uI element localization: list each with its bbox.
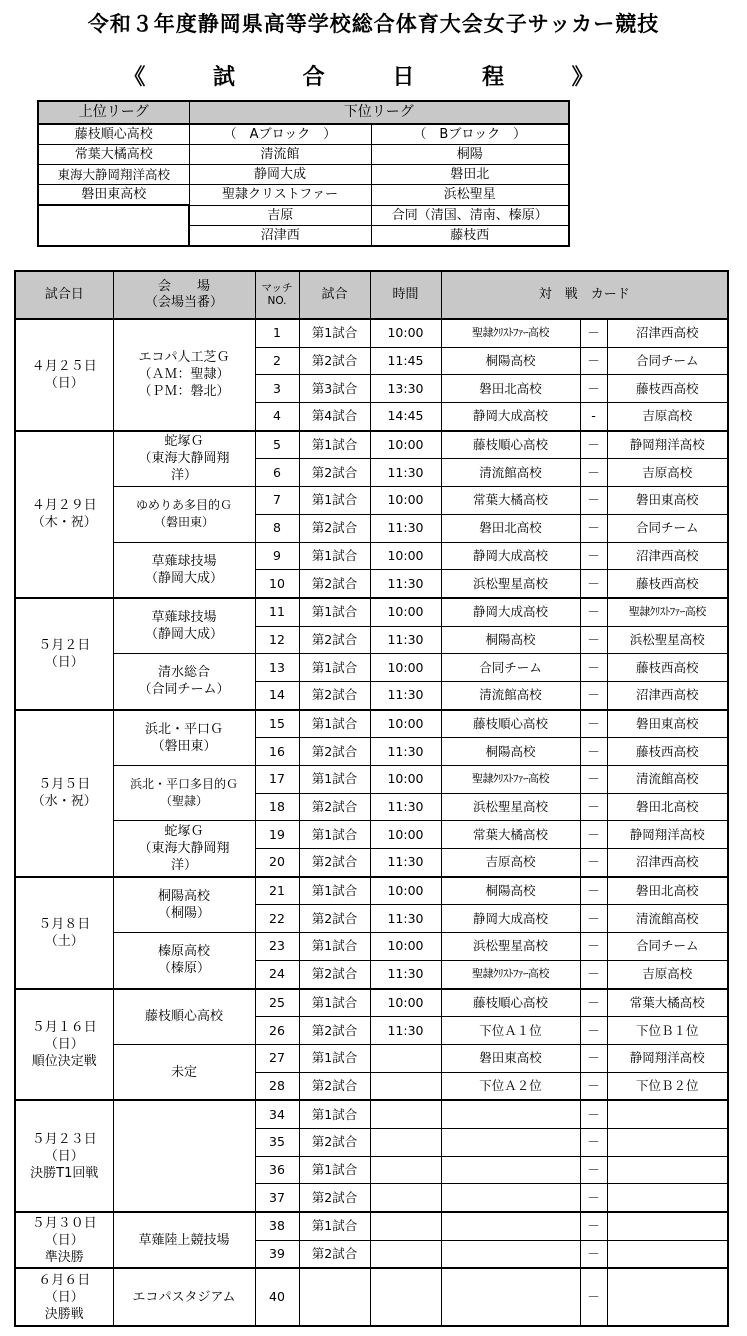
- upper-team: 常葉大橘高校: [38, 145, 189, 165]
- block-a-team: 静岡大成: [189, 165, 371, 185]
- time-cell: 10:00: [370, 710, 441, 738]
- team-b: 清流館高校: [607, 766, 728, 794]
- versus-dash: -: [580, 403, 607, 431]
- team-b: 浜松聖星高校: [607, 626, 728, 654]
- match-no: 38: [255, 1212, 299, 1240]
- team-b: 合同チーム: [607, 347, 728, 375]
- game-cell: 第2試合: [299, 1184, 370, 1212]
- versus-dash: －: [580, 710, 607, 738]
- time-cell: 11:45: [370, 347, 441, 375]
- match-no: 6: [255, 459, 299, 487]
- match-no: 35: [255, 1128, 299, 1156]
- team-b: 合同チーム: [607, 933, 728, 961]
- match-no: 4: [255, 403, 299, 431]
- team-b: 聖隷ｸﾘｽﾄﾌｧｰ高校: [607, 598, 728, 626]
- match-no: 19: [255, 821, 299, 849]
- team-b: 沼津西高校: [607, 681, 728, 709]
- time-cell: [370, 1240, 441, 1268]
- game-cell: 第1試合: [299, 654, 370, 682]
- venue: エコパ人工芝Ｇ （ＡＭ：聖隷） （ＰＭ：磐北）: [113, 319, 255, 431]
- team-b: [607, 1128, 728, 1156]
- game-cell: 第1試合: [299, 487, 370, 515]
- versus-dash: －: [580, 1072, 607, 1100]
- match-date: ５月８日 （土）: [15, 877, 113, 989]
- versus-dash: －: [580, 849, 607, 877]
- game-cell: 第2試合: [299, 459, 370, 487]
- venue: 蛇塚Ｇ （東海大静岡翔 洋）: [113, 431, 255, 487]
- game-cell: 第2試合: [299, 514, 370, 542]
- versus-dash: －: [580, 514, 607, 542]
- game-cell: 第1試合: [299, 933, 370, 961]
- game-cell: 第1試合: [299, 821, 370, 849]
- team-b: [607, 1268, 728, 1326]
- team-a: 静岡大成高校: [441, 905, 580, 933]
- upper-league-header: 上位リーグ: [38, 101, 189, 124]
- team-a: 常葉大橘高校: [441, 487, 580, 515]
- match-no: 9: [255, 542, 299, 570]
- match-date: ５月１６日 （日） 順位決定戦: [15, 989, 113, 1101]
- team-a: 浜松聖星高校: [441, 933, 580, 961]
- versus-dash: －: [580, 681, 607, 709]
- match-no: 25: [255, 989, 299, 1017]
- league-table: [37, 100, 570, 247]
- match-no: 1: [255, 319, 299, 347]
- team-b: [607, 1100, 728, 1128]
- time-cell: [370, 1156, 441, 1184]
- team-a: [441, 1128, 580, 1156]
- time-cell: 11:30: [370, 681, 441, 709]
- versus-dash: －: [580, 1240, 607, 1268]
- game-cell: 第2試合: [299, 1240, 370, 1268]
- time-cell: 11:30: [370, 960, 441, 988]
- game-cell: 第1試合: [299, 598, 370, 626]
- match-no: 11: [255, 598, 299, 626]
- versus-dash: －: [580, 1100, 607, 1128]
- versus-dash: －: [580, 1156, 607, 1184]
- versus-dash: －: [580, 487, 607, 515]
- time-cell: 11:30: [370, 849, 441, 877]
- game-cell: 第1試合: [299, 542, 370, 570]
- versus-dash: －: [580, 598, 607, 626]
- time-cell: 10:00: [370, 821, 441, 849]
- block-a-team: 清流館: [189, 145, 371, 165]
- venue: 浜北・平口多目的Ｇ （聖隷）: [113, 766, 255, 821]
- page-subtitle: 《 試 合 日 程 》: [123, 65, 624, 90]
- venue: 桐陽高校 （桐陽）: [113, 877, 255, 933]
- match-date: ５月３０日 （日） 準決勝: [15, 1212, 113, 1268]
- versus-dash: －: [580, 1184, 607, 1212]
- versus-dash: －: [580, 1044, 607, 1072]
- venue: 草薙球技場 （静岡大成）: [113, 542, 255, 598]
- time-cell: [370, 1268, 441, 1326]
- match-no: 37: [255, 1184, 299, 1212]
- team-a: 静岡大成高校: [441, 598, 580, 626]
- upper-team: 磐田東高校: [38, 185, 189, 206]
- match-no: 39: [255, 1240, 299, 1268]
- team-b: 沼津西高校: [607, 542, 728, 570]
- time-cell: 10:00: [370, 542, 441, 570]
- team-b: 磐田東高校: [607, 487, 728, 515]
- venue-header: 会 場 （会場当番）: [113, 271, 255, 319]
- match-no: 12: [255, 626, 299, 654]
- match-no: 22: [255, 905, 299, 933]
- versus-dash: －: [580, 459, 607, 487]
- team-a: 磐田東高校: [441, 1044, 580, 1072]
- upper-team: 東海大静岡翔洋高校: [38, 165, 189, 185]
- team-a: 藤枝順心高校: [441, 431, 580, 459]
- match-date: ５月２３日 （日） 決勝T1回戦: [15, 1100, 113, 1212]
- team-a: 桐陽高校: [441, 738, 580, 766]
- venue: 蛇塚Ｇ （東海大静岡翔 洋）: [113, 821, 255, 877]
- versus-dash: －: [580, 347, 607, 375]
- team-b: 吉原高校: [607, 459, 728, 487]
- versus-dash: －: [580, 1128, 607, 1156]
- team-b: 沼津西高校: [607, 319, 728, 347]
- team-a: 藤枝順心高校: [441, 710, 580, 738]
- versus-dash: －: [580, 960, 607, 988]
- match-no: 36: [255, 1156, 299, 1184]
- team-b: [607, 1156, 728, 1184]
- match-date: ６月６日 （日） 決勝戦: [15, 1268, 113, 1326]
- page-title: 令和３年度静岡県高等学校総合体育大会女子サッカー競技: [87, 12, 660, 36]
- team-b: 磐田北高校: [607, 877, 728, 905]
- match-no: 23: [255, 933, 299, 961]
- game-cell: 第1試合: [299, 989, 370, 1017]
- versus-dash: －: [580, 319, 607, 347]
- versus-dash: －: [580, 654, 607, 682]
- versus-dash: －: [580, 1212, 607, 1240]
- team-a: 磐田北高校: [441, 375, 580, 403]
- block-a-team: 沼津西: [189, 225, 371, 246]
- match-no: 26: [255, 1017, 299, 1045]
- venue: 清水総合 （合同チーム）: [113, 654, 255, 710]
- game-cell: 第4試合: [299, 403, 370, 431]
- match-date: ４月２５日 （日）: [15, 319, 113, 431]
- venue: エコパスタジアム: [113, 1268, 255, 1326]
- game-cell: 第2試合: [299, 570, 370, 598]
- time-cell: 11:30: [370, 514, 441, 542]
- team-b: 磐田東高校: [607, 710, 728, 738]
- versus-dash: －: [580, 821, 607, 849]
- match-no: 7: [255, 487, 299, 515]
- lower-league-header: 下位リーグ: [189, 101, 569, 124]
- team-a: 聖隷ｸﾘｽﾄﾌｧｰ高校: [441, 319, 580, 347]
- game-cell: 第2試合: [299, 347, 370, 375]
- game-cell: 第1試合: [299, 1100, 370, 1128]
- match-date: ４月２９日 （木・祝）: [15, 431, 113, 598]
- game-cell: 第2試合: [299, 1128, 370, 1156]
- time-header: 時間: [370, 271, 441, 319]
- team-a: 静岡大成高校: [441, 542, 580, 570]
- game-cell: 第2試合: [299, 793, 370, 821]
- time-cell: 10:00: [370, 766, 441, 794]
- team-a: 静岡大成高校: [441, 403, 580, 431]
- team-a: [441, 1240, 580, 1268]
- game-cell: 第1試合: [299, 1212, 370, 1240]
- game-cell: 第2試合: [299, 1072, 370, 1100]
- team-a: 藤枝順心高校: [441, 989, 580, 1017]
- versus-dash: －: [580, 375, 607, 403]
- team-a: 磐田北高校: [441, 514, 580, 542]
- team-a: 清流館高校: [441, 459, 580, 487]
- team-b: 藤枝西高校: [607, 738, 728, 766]
- team-b: 藤枝西高校: [607, 570, 728, 598]
- card-header: 対 戦 カード: [441, 271, 728, 319]
- block-a-header: （ Aブロック ）: [189, 124, 371, 145]
- block-b-header: （ Bブロック ）: [371, 124, 569, 145]
- block-b-team: 磐田北: [371, 165, 569, 185]
- match-date: ５月５日 （水・祝）: [15, 710, 113, 877]
- schedule-table: [14, 270, 729, 1327]
- match-no: 15: [255, 710, 299, 738]
- match-no: 27: [255, 1044, 299, 1072]
- match-no: 28: [255, 1072, 299, 1100]
- time-cell: 10:00: [370, 933, 441, 961]
- time-cell: 10:00: [370, 877, 441, 905]
- block-b-team: 合同（清国、清南、榛原）: [371, 205, 569, 225]
- game-cell: 第2試合: [299, 681, 370, 709]
- game-cell: 第1試合: [299, 1156, 370, 1184]
- team-a: [441, 1268, 580, 1326]
- versus-dash: －: [580, 542, 607, 570]
- team-b: 磐田北高校: [607, 793, 728, 821]
- team-a: [441, 1100, 580, 1128]
- game-cell: 第2試合: [299, 960, 370, 988]
- time-cell: 11:30: [370, 626, 441, 654]
- game-cell: 第3試合: [299, 375, 370, 403]
- venue: 草薙陸上競技場: [113, 1212, 255, 1268]
- game-header: 試合: [299, 271, 370, 319]
- time-cell: [370, 1072, 441, 1100]
- block-a-team: 聖隷クリストファー: [189, 185, 371, 206]
- team-b: 吉原高校: [607, 403, 728, 431]
- versus-dash: －: [580, 933, 607, 961]
- team-b: [607, 1240, 728, 1268]
- game-cell: 第2試合: [299, 849, 370, 877]
- game-cell: 第2試合: [299, 1017, 370, 1045]
- team-a: 聖隷ｸﾘｽﾄﾌｧｰ高校: [441, 960, 580, 988]
- versus-dash: －: [580, 626, 607, 654]
- match-no: 34: [255, 1100, 299, 1128]
- team-b: 静岡翔洋高校: [607, 1044, 728, 1072]
- team-b: 清流館高校: [607, 905, 728, 933]
- game-cell: 第2試合: [299, 905, 370, 933]
- game-cell: 第1試合: [299, 877, 370, 905]
- team-a: [441, 1212, 580, 1240]
- time-cell: 10:00: [370, 431, 441, 459]
- versus-dash: －: [580, 766, 607, 794]
- versus-dash: －: [580, 877, 607, 905]
- time-cell: 10:00: [370, 654, 441, 682]
- team-b: 下位Ｂ１位: [607, 1017, 728, 1045]
- upper-team: 藤枝順心高校: [38, 124, 189, 145]
- team-b: 藤枝西高校: [607, 654, 728, 682]
- game-cell: 第2試合: [299, 626, 370, 654]
- team-a: 桐陽高校: [441, 877, 580, 905]
- team-a: 浜松聖星高校: [441, 793, 580, 821]
- team-b: [607, 1212, 728, 1240]
- match-no: 18: [255, 793, 299, 821]
- time-cell: [370, 1044, 441, 1072]
- match-no: 8: [255, 514, 299, 542]
- team-a: 常葉大橘高校: [441, 821, 580, 849]
- time-cell: 14:45: [370, 403, 441, 431]
- venue: 榛原高校 （榛原）: [113, 933, 255, 989]
- versus-dash: －: [580, 793, 607, 821]
- time-cell: 11:30: [370, 738, 441, 766]
- match-no: 21: [255, 877, 299, 905]
- versus-dash: －: [580, 570, 607, 598]
- team-b: 合同チーム: [607, 514, 728, 542]
- block-b-team: 桐陽: [371, 145, 569, 165]
- time-cell: 10:00: [370, 598, 441, 626]
- team-b: 静岡翔洋高校: [607, 821, 728, 849]
- team-a: [441, 1156, 580, 1184]
- team-a: [441, 1184, 580, 1212]
- time-cell: 11:30: [370, 793, 441, 821]
- game-cell: 第1試合: [299, 431, 370, 459]
- team-b: 静岡翔洋高校: [607, 431, 728, 459]
- match-no-header: マッチ NO.: [255, 271, 299, 319]
- time-cell: 10:00: [370, 319, 441, 347]
- team-b: 吉原高校: [607, 960, 728, 988]
- versus-dash: －: [580, 989, 607, 1017]
- game-cell: 第1試合: [299, 766, 370, 794]
- match-date: ５月２日 （日）: [15, 598, 113, 710]
- match-no: 3: [255, 375, 299, 403]
- versus-dash: －: [580, 738, 607, 766]
- match-no: 40: [255, 1268, 299, 1326]
- team-a: 浜松聖星高校: [441, 570, 580, 598]
- team-b: 藤枝西高校: [607, 375, 728, 403]
- time-cell: [370, 1100, 441, 1128]
- match-no: 5: [255, 431, 299, 459]
- game-cell: 第2試合: [299, 738, 370, 766]
- game-cell: [299, 1268, 370, 1326]
- versus-dash: －: [580, 431, 607, 459]
- match-no: 16: [255, 738, 299, 766]
- team-a: 吉原高校: [441, 849, 580, 877]
- date-header: 試合日: [15, 271, 113, 319]
- match-no: 17: [255, 766, 299, 794]
- game-cell: 第1試合: [299, 319, 370, 347]
- match-no: 24: [255, 960, 299, 988]
- time-cell: 11:30: [370, 905, 441, 933]
- game-cell: 第1試合: [299, 1044, 370, 1072]
- match-no: 10: [255, 570, 299, 598]
- venue: 浜北・平口Ｇ （磐田東）: [113, 710, 255, 766]
- versus-dash: －: [580, 905, 607, 933]
- block-a-team: 吉原: [189, 205, 371, 225]
- time-cell: 11:30: [370, 1017, 441, 1045]
- team-a: 聖隷ｸﾘｽﾄﾌｧｰ高校: [441, 766, 580, 794]
- venue: [113, 1100, 255, 1212]
- time-cell: 13:30: [370, 375, 441, 403]
- time-cell: 11:30: [370, 459, 441, 487]
- team-b: 下位Ｂ２位: [607, 1072, 728, 1100]
- venue: 藤枝順心高校: [113, 989, 255, 1045]
- team-b: 常葉大橘高校: [607, 989, 728, 1017]
- time-cell: 10:00: [370, 487, 441, 515]
- venue: ゆめりあ多目的Ｇ （磐田東）: [113, 487, 255, 542]
- time-cell: [370, 1128, 441, 1156]
- match-no: 20: [255, 849, 299, 877]
- match-no: 14: [255, 681, 299, 709]
- time-cell: 10:00: [370, 989, 441, 1017]
- venue: 未定: [113, 1044, 255, 1100]
- team-a: 下位Ａ１位: [441, 1017, 580, 1045]
- venue: 草薙球技場 （静岡大成）: [113, 598, 255, 654]
- team-a: 桐陽高校: [441, 347, 580, 375]
- block-b-team: 浜松聖星: [371, 185, 569, 206]
- team-a: 清流館高校: [441, 681, 580, 709]
- match-no: 2: [255, 347, 299, 375]
- match-no: 13: [255, 654, 299, 682]
- versus-dash: －: [580, 1017, 607, 1045]
- team-b: [607, 1184, 728, 1212]
- team-b: 沼津西高校: [607, 849, 728, 877]
- team-a: 桐陽高校: [441, 626, 580, 654]
- block-b-team: 藤枝西: [371, 225, 569, 246]
- time-cell: [370, 1184, 441, 1212]
- game-cell: 第1試合: [299, 710, 370, 738]
- versus-dash: －: [580, 1268, 607, 1326]
- team-a: 下位Ａ２位: [441, 1072, 580, 1100]
- team-a: 合同チーム: [441, 654, 580, 682]
- time-cell: 11:30: [370, 570, 441, 598]
- time-cell: [370, 1212, 441, 1240]
